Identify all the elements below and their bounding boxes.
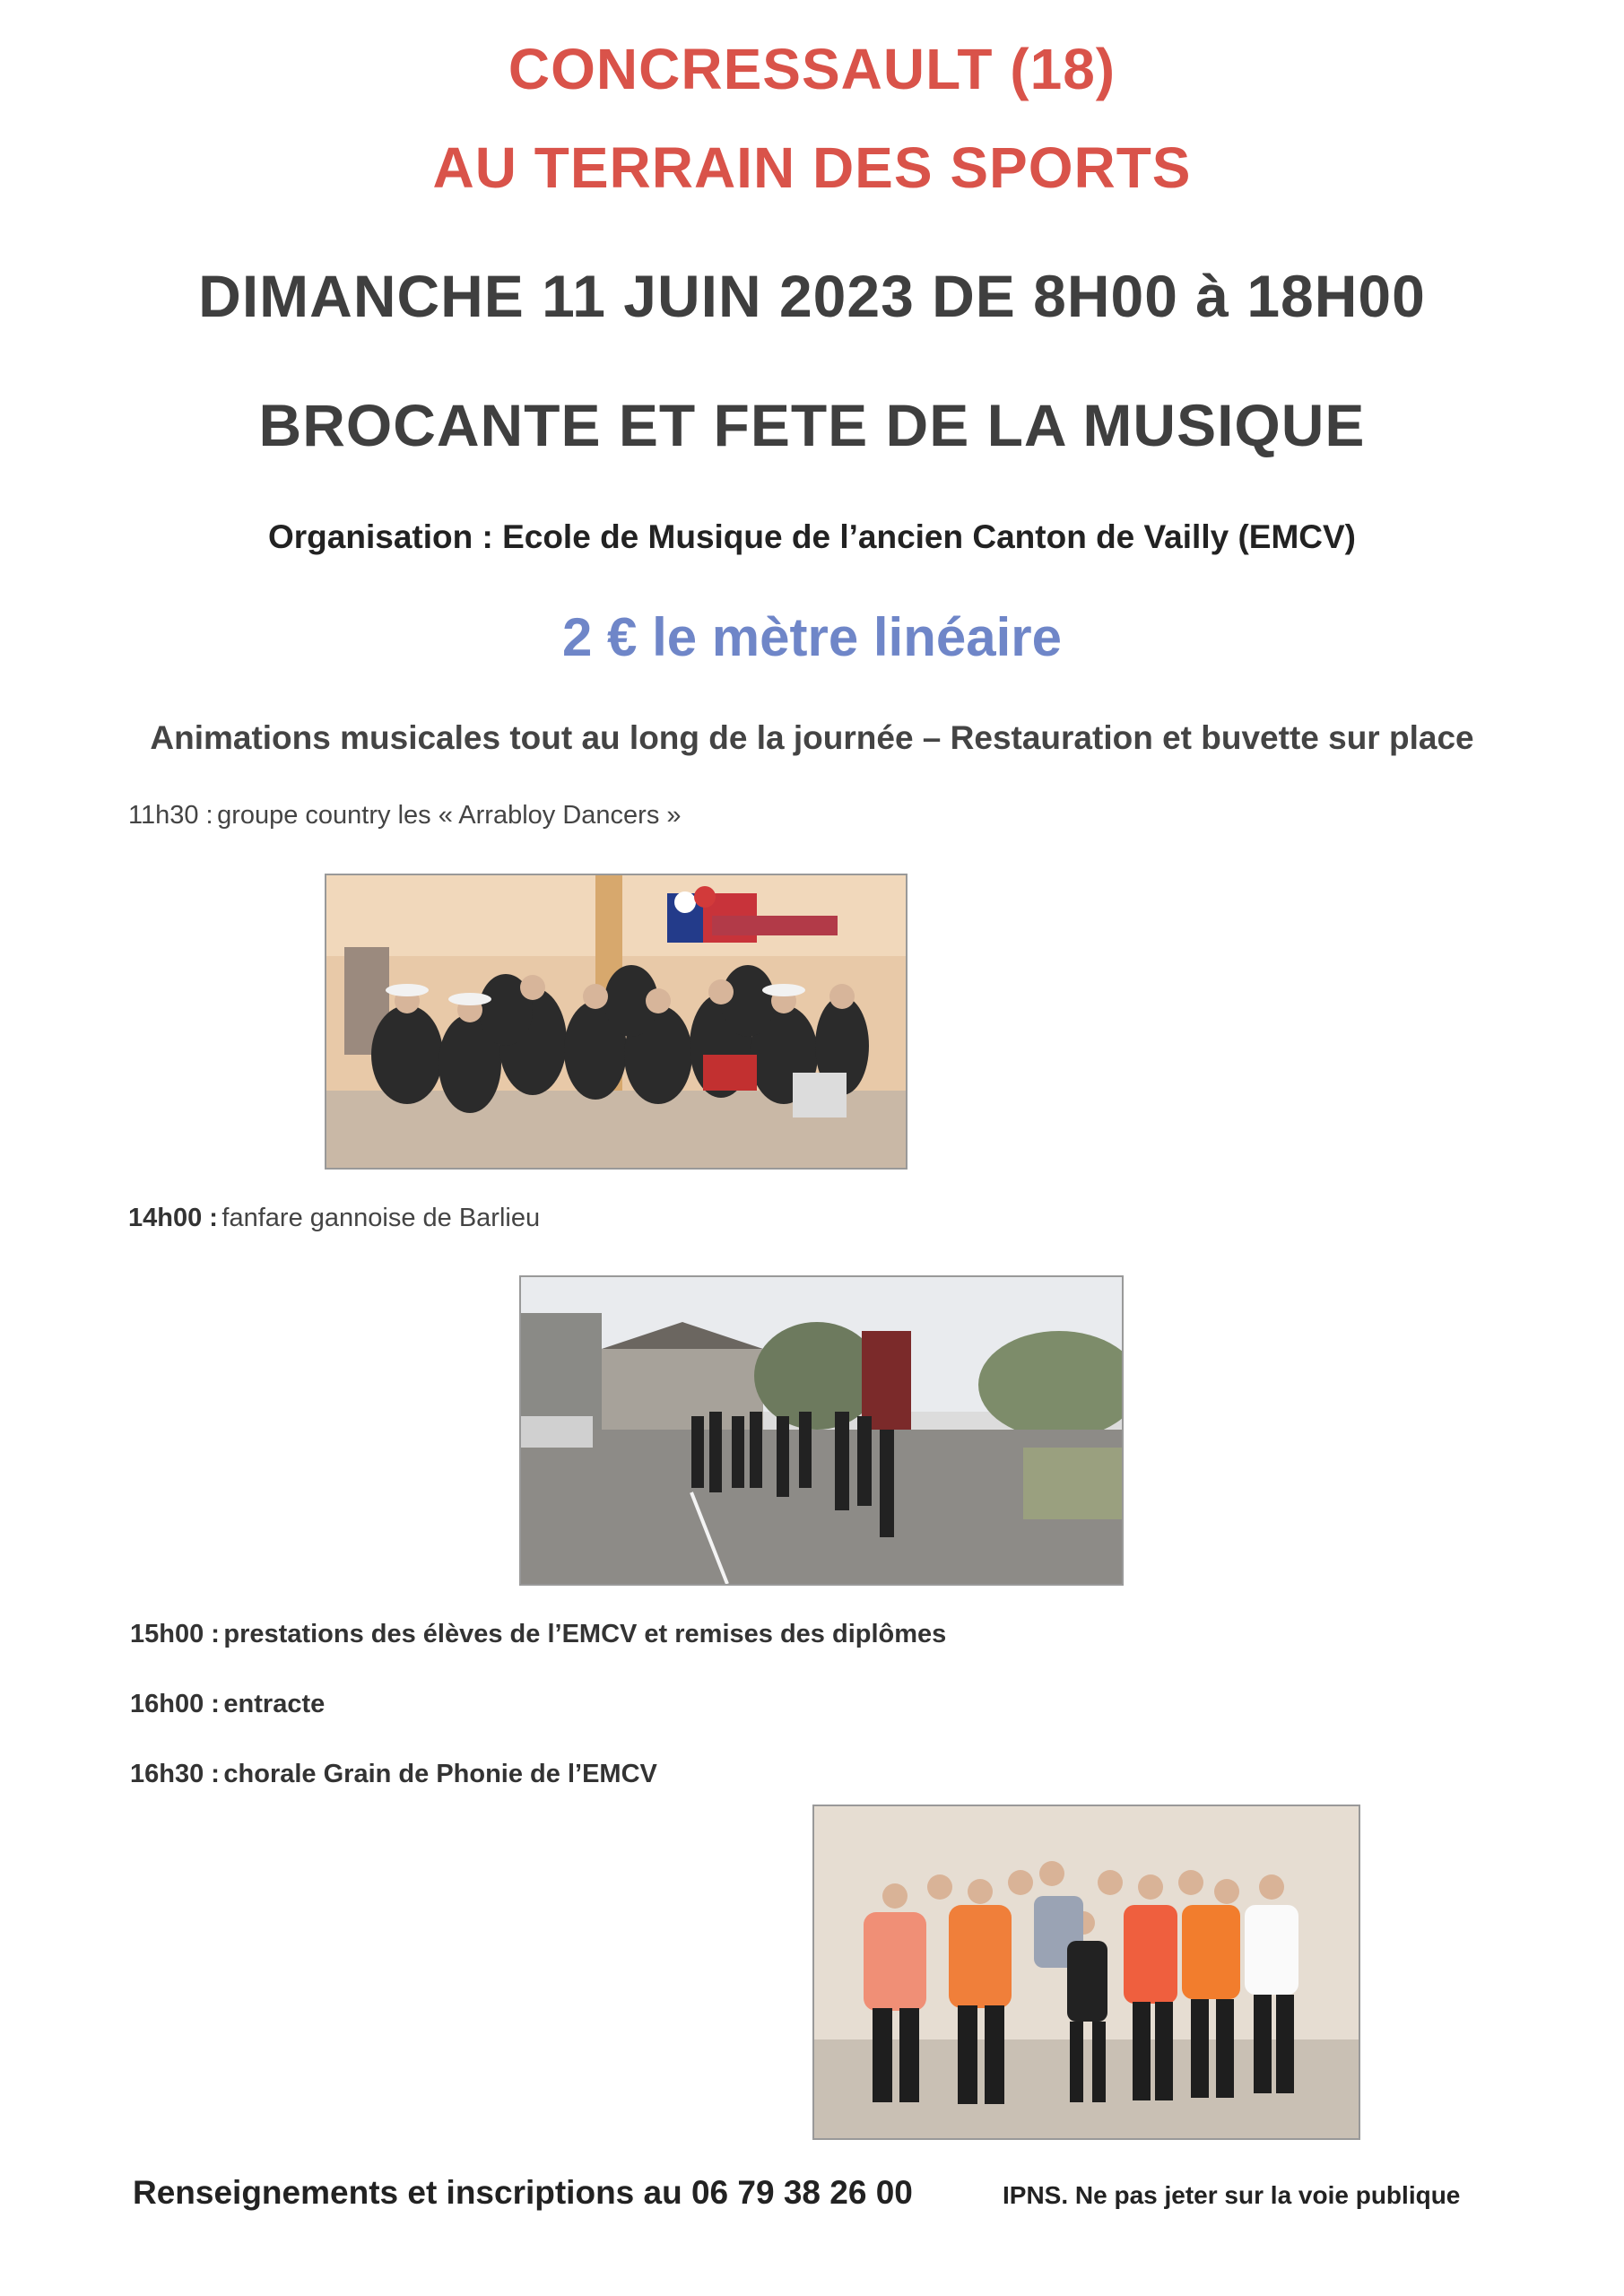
schedule-text: prestations des élèves de l’EMCV et remises des diplômes <box>223 1620 947 1648</box>
schedule-time: 14h00 : <box>128 1204 218 1232</box>
schedule-time: 16h30 : <box>130 1760 220 1788</box>
schedule-text: groupe country les « Arrabloy Dancers » <box>217 801 682 830</box>
schedule-item-2 <box>128 1204 540 1233</box>
animations-line: Animations musicales tout au long de la journée – Restauration et buvette sur place <box>150 719 1474 756</box>
schedule-time: 16h00 : <box>130 1690 220 1718</box>
schedule-item-5 <box>130 1760 657 1789</box>
venue-title: AU TERRAIN DES SPORTS <box>432 135 1192 200</box>
date-title: DIMANCHE 11 JUIN 2023 DE 8H00 à 18H00 <box>198 263 1426 329</box>
photo-country-dancers <box>325 874 908 1170</box>
photo-chorale <box>812 1805 1360 2140</box>
schedule-time: 11h30 : <box>128 801 213 830</box>
schedule-text: chorale Grain de Phonie de l’EMCV <box>223 1760 657 1788</box>
organisation-line: Organisation : Ecole de Musique de l’ancien Canton de Vailly (EMCV) <box>268 518 1356 555</box>
schedule-text: entracte <box>223 1690 326 1718</box>
price-line: 2 € le mètre linéaire <box>562 607 1062 667</box>
schedule-item-4 <box>130 1690 325 1719</box>
town-title: CONCRESSAULT (18) <box>508 37 1116 101</box>
schedule-item-1 <box>128 801 682 831</box>
schedule-item-3 <box>130 1620 946 1649</box>
photo-fanfare <box>519 1275 1124 1586</box>
event-title: BROCANTE ET FETE DE LA MUSIQUE <box>258 392 1366 458</box>
schedule-text: fanfare gannoise de Barlieu <box>221 1204 541 1232</box>
schedule-time: 15h00 : <box>130 1620 220 1648</box>
contact-line: Renseignements et inscriptions au 06 79 38 26 00 <box>133 2174 913 2211</box>
ipns-notice: IPNS. Ne pas jeter sur la voie publique <box>1003 2181 1461 2209</box>
